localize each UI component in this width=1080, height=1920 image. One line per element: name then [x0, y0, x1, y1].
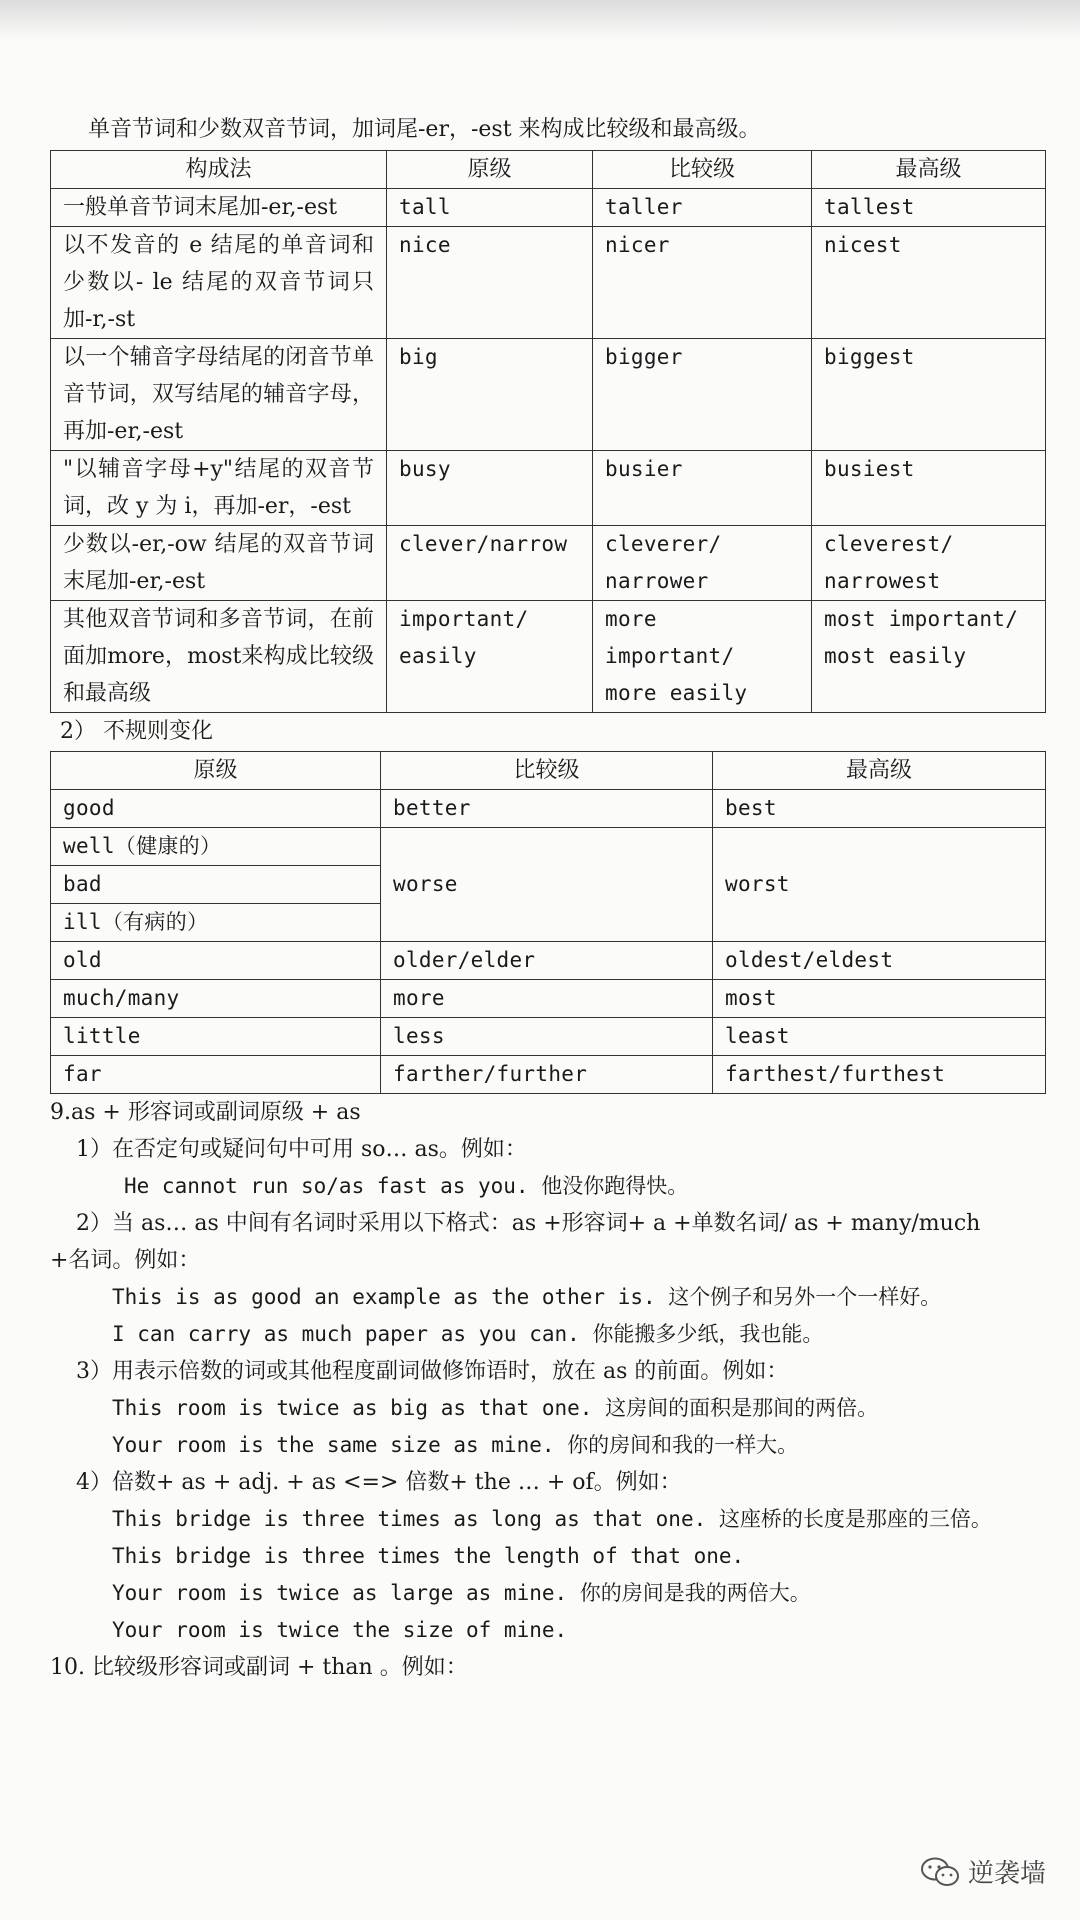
example-line: This is as good an example as the other is. 这个例子和另外一个一样好。: [112, 1285, 942, 1309]
base-cell: clever/narrow: [387, 526, 593, 601]
table-row: [51, 1018, 1046, 1056]
example-line: Your room is the same size as mine. 你的房间和我的一样大。: [112, 1433, 799, 1457]
comparative-cell: cleverer/ narrower: [593, 526, 812, 601]
comparative-cell: better: [381, 790, 713, 828]
irregular-heading: 2） 不规则变化: [60, 719, 213, 744]
table-row: [51, 790, 1046, 828]
section-10-title: 10. 比较级形容词或副词 + than 。例如：: [50, 1655, 468, 1680]
superlative-cell: busiest: [812, 451, 1046, 526]
superlative-cell: best: [713, 790, 1046, 828]
table-row: [51, 339, 1046, 451]
section-9-point-2-cont: +名词。例如：: [50, 1248, 201, 1273]
table-row: [51, 451, 1046, 526]
comparative-cell: older/elder: [381, 942, 713, 980]
base-cell: little: [51, 1018, 381, 1056]
base-cell: important/ easily: [387, 601, 593, 713]
example-line: This room is twice as big as that one. 这房间的面积是那间的两倍。: [112, 1396, 879, 1420]
comparative-cell-merged: worse: [381, 828, 713, 942]
header-comparative: 比较级: [381, 752, 713, 790]
wechat-icon: [920, 1856, 960, 1888]
example-line: I can carry as much paper as you can. 你能搬多少纸，我也能。: [112, 1322, 824, 1346]
header-superlative: 最高级: [713, 752, 1046, 790]
comparative-cell: taller: [593, 189, 812, 227]
table-row: [51, 828, 1046, 866]
base-cell: old: [51, 942, 381, 980]
base-cell: bad: [51, 866, 381, 904]
base-cell: ill（有病的）: [51, 904, 381, 942]
superlative-cell: tallest: [812, 189, 1046, 227]
comparative-cell: less: [381, 1018, 713, 1056]
superlative-cell: farthest/furthest: [713, 1056, 1046, 1094]
rule-cell: 以一个辅音字母结尾的闭音节单音节词，双写结尾的辅音字母，再加-er,-est: [51, 339, 387, 451]
section-9-point-3: 3）用表示倍数的词或其他程度副词做修饰语时，放在 as 的前面。例如：: [76, 1359, 789, 1384]
rule-cell: 一般单音节词末尾加-er,-est: [51, 189, 387, 227]
superlative-cell: biggest: [812, 339, 1046, 451]
base-cell: tall: [387, 189, 593, 227]
base-cell: busy: [387, 451, 593, 526]
section-9-point-2: 2）当 as… as 中间有名词时采用以下格式：as +形容词+ a +单数名词/ as + many/much: [76, 1211, 981, 1236]
base-cell: well（健康的）: [51, 828, 381, 866]
watermark-text: 逆袭墙: [967, 1859, 1046, 1889]
header-base: 原级: [51, 752, 381, 790]
table-row: [51, 942, 1046, 980]
example-line: He cannot run so/as fast as you. 他没你跑得快。: [124, 1174, 689, 1198]
section-9-point-1: 1）在否定句或疑问句中可用 so… as。例如：: [76, 1137, 527, 1162]
table-row: [51, 980, 1046, 1018]
table-row: [51, 526, 1046, 601]
header-comparative: 比较级: [593, 151, 812, 189]
comparative-cell: bigger: [593, 339, 812, 451]
top-shadow: [0, 0, 1080, 40]
document-page: [50, 110, 1045, 1686]
table-row: [51, 189, 1046, 227]
base-cell: much/many: [51, 980, 381, 1018]
comparative-cell: nicer: [593, 227, 812, 339]
superlative-cell: nicest: [812, 227, 1046, 339]
irregular-forms-table: [50, 751, 1046, 1094]
watermark: [920, 1853, 1046, 1890]
rule-cell: 其他双音节词和多音节词，在前面加more，most来构成比较级和最高级: [51, 601, 387, 713]
intro-text: 单音节词和少数双音节词，加词尾-er，-est 来构成比较级和最高级。: [88, 117, 761, 142]
table-row: [51, 1056, 1046, 1094]
base-cell: good: [51, 790, 381, 828]
section-9-title: 9.as + 形容词或副词原级 + as: [50, 1100, 361, 1125]
example-line: This bridge is three times the length of that one.: [112, 1544, 745, 1568]
table-row: [51, 227, 1046, 339]
example-line: This bridge is three times as long as that one. 这座桥的长度是那座的三倍。: [112, 1507, 992, 1531]
base-cell: far: [51, 1056, 381, 1094]
table-header-row: [51, 151, 1046, 189]
table-row: [51, 601, 1046, 713]
superlative-cell: most: [713, 980, 1046, 1018]
comparative-cell: more: [381, 980, 713, 1018]
superlative-cell-merged: worst: [713, 828, 1046, 942]
rule-cell: 少数以-er,-ow 结尾的双音节词末尾加-er,-est: [51, 526, 387, 601]
rule-cell: 以不发音的 e 结尾的单音词和少数以- le 结尾的双音节词只加-r,-st: [51, 227, 387, 339]
example-line: Your room is twice the size of mine.: [112, 1618, 568, 1642]
rule-cell: "以辅音字母+y"结尾的双音节词，改 y 为 i，再加-er，-est: [51, 451, 387, 526]
section-9-point-4: 4）倍数+ as + adj. + as <=> 倍数+ the … + of。例如：: [76, 1470, 682, 1495]
base-cell: nice: [387, 227, 593, 339]
superlative-cell: most important/ most easily: [812, 601, 1046, 713]
superlative-cell: cleverest/ narrowest: [812, 526, 1046, 601]
header-superlative: 最高级: [812, 151, 1046, 189]
superlative-cell: oldest/eldest: [713, 942, 1046, 980]
comparative-cell: busier: [593, 451, 812, 526]
comparative-cell: farther/further: [381, 1056, 713, 1094]
example-line: Your room is twice as large as mine. 你的房间是我的两倍大。: [112, 1581, 811, 1605]
header-base: 原级: [387, 151, 593, 189]
comparative-cell: more important/ more easily: [593, 601, 812, 713]
regular-forms-table: [50, 150, 1046, 713]
superlative-cell: least: [713, 1018, 1046, 1056]
header-rule: 构成法: [51, 151, 387, 189]
table-header-row: [51, 752, 1046, 790]
base-cell: big: [387, 339, 593, 451]
